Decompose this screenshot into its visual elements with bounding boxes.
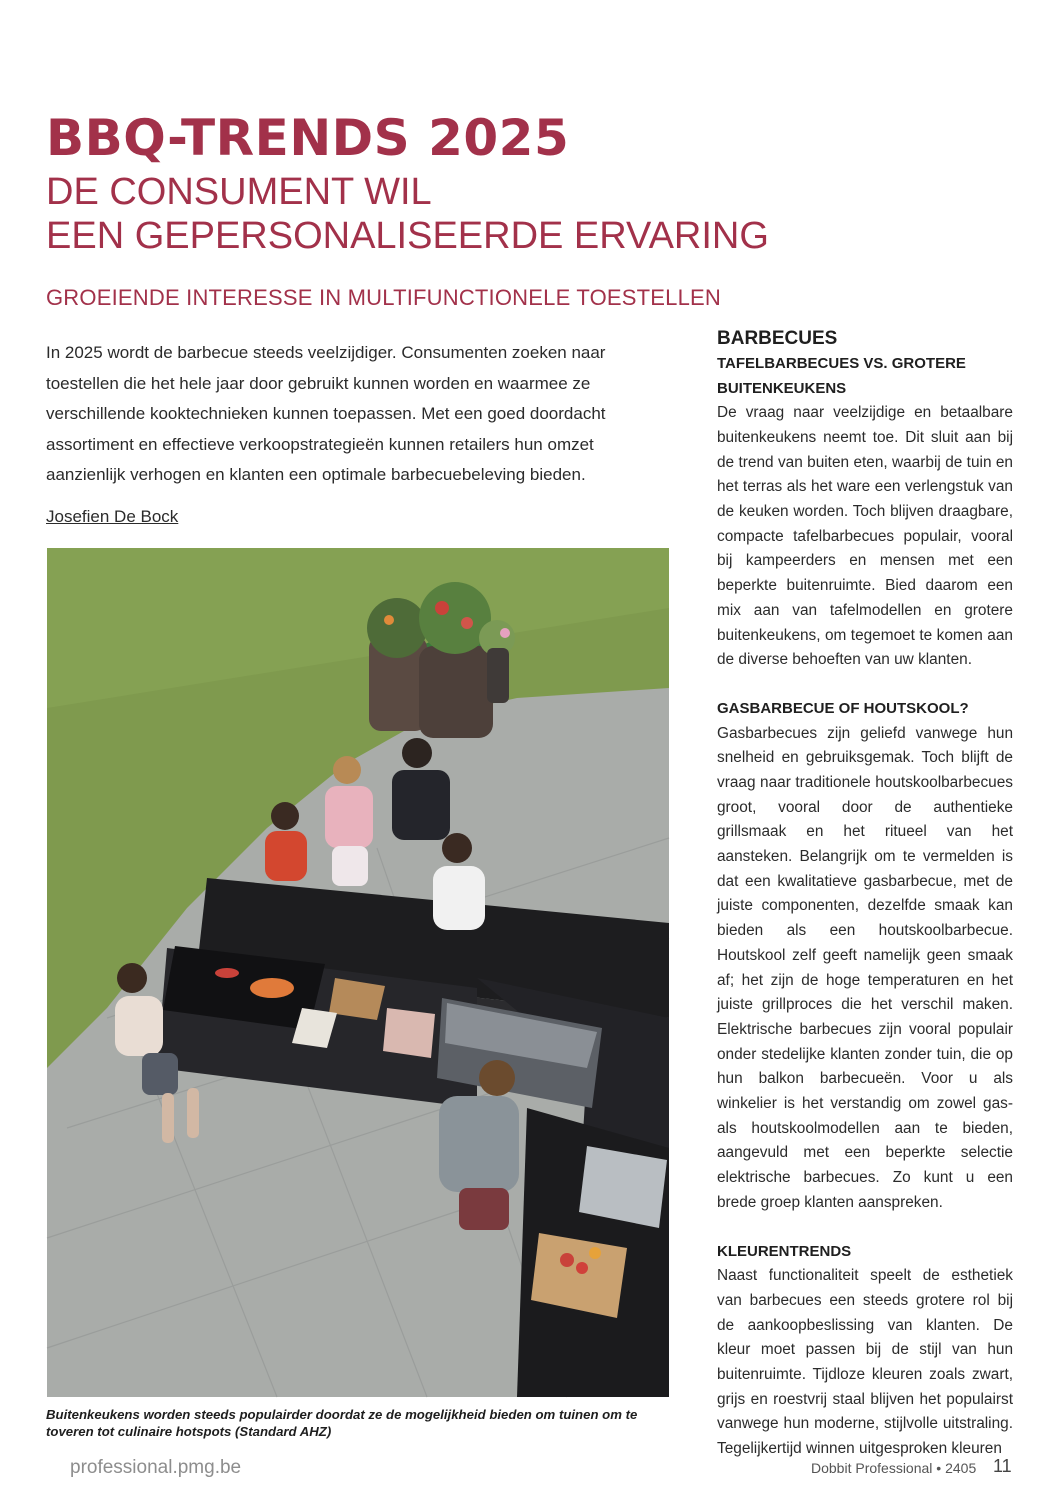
section-1-title: TAFELBARBECUES VS. GROTERE BUITENKEUKENS: [717, 355, 966, 397]
author-link[interactable]: Josefien De Bock: [46, 507, 179, 526]
section-2-text: Gasbarbecues zijn geliefd vanwege hun snelheid en gebruiksgemak. Toch blijft de vraag naar traditionele houtskoolbarbecues groot, vooral door de authentieke grillsmaak en het ritueel van het aansteken. Belangrijk om te vermelden is dat een kwalitatieve gasbarbecue, met de juiste componenten, dezelfde smaak kan bieden als een houtskoolbarbecue. Houtskool zelf geeft namelijk geen smaak af; het zijn de hoge temperaturen en het juiste grillproces die het verschil maken. Elektrische barbecues zijn vooral populair onder stedelijke klanten zonder tuin, die op hun balkon barbecueën. Voor u als winkelier is het verstandig om zowel gas- als houtskoolmodellen aan te bieden, aangevuld met een beperkte selectie elektrische barbecues. Zo kunt u een brede groep klanten aanspreken.: [717, 724, 1013, 1211]
photo-caption: Buitenkeukens worden steeds populairder doordat ze de mogelijkheid bieden om tuinen om te toveren tot culinaire hotspots (Standard AHZ): [46, 1407, 638, 1439]
article-title: BBQ-TRENDS 2025: [46, 109, 570, 167]
right-column: [717, 326, 1013, 1458]
intro-paragraph: In 2025 wordt de barbecue steeds veelzijdiger. Consumenten zoeken naar toestellen die het hele jaar door gebruikt kunnen worden en waarmee ze verschillende kooktechnieken kunnen toepassen. Met een goed doordacht assortiment en effectieve verkoopstrategieën kunnen retailers hun omzet aanzienlijk verhogen en klanten een optimale barbecuebeleving bieden.: [46, 343, 606, 484]
section-heading: GROEIENDE INTERESSE IN MULTIFUNCTIONELE TOESTELLEN: [46, 285, 722, 310]
page-number: 11: [993, 1456, 1012, 1476]
section-1-text: De vraag naar veelzijdige en betaalbare buitenkeukens neemt toe. Dit sluit aan bij de trend van buiten eten, waarbij de tuin en het terras als het ware een verlengstuk van de keuken worden. Toch blijven draagbare, compacte tafelbarbecues populair, vooral bij kampeerders en mensen met een beperkte buitenruimte. Bied daarom een mix aan van tafelmodellen en grotere buitenkeukens, om tegemoet te komen aan de diverse behoeften van uw klanten.: [717, 404, 1013, 669]
footer-url-link[interactable]: professional.pmg.be: [70, 1457, 242, 1478]
footer-magazine: Dobbit Professional • 2405: [811, 1460, 977, 1476]
section-3-title: KLEURENTRENDS: [717, 1242, 852, 1260]
article-subtitle: [46, 170, 769, 258]
section-2-title: GASBARBECUE OF HOUTSKOOL?: [717, 699, 969, 717]
article-photo: [47, 548, 669, 1397]
column-heading: BARBECUES: [717, 328, 838, 349]
section-3-text: Naast functionaliteit speelt de esthetiek van barbecues een steeds grotere rol bij de aankoopbeslissing van klanten. De kleur moet passen bij de stijl van hun buitenruimte. Tijdloze kleuren zoals zwart, grijs en roestvrij staal blijven het populairst vanwege hun moderne, stijlvolle uitstraling. Tegelijkertijd winnen uitgesproken kleuren: [717, 1267, 1013, 1458]
outdoor-kitchen-illustration: [47, 548, 669, 1397]
subtitle-line-2: EEN GEPERSONALISEERDE ERVARING: [46, 215, 769, 257]
subtitle-line-1: DE CONSUMENT WIL: [46, 171, 432, 213]
